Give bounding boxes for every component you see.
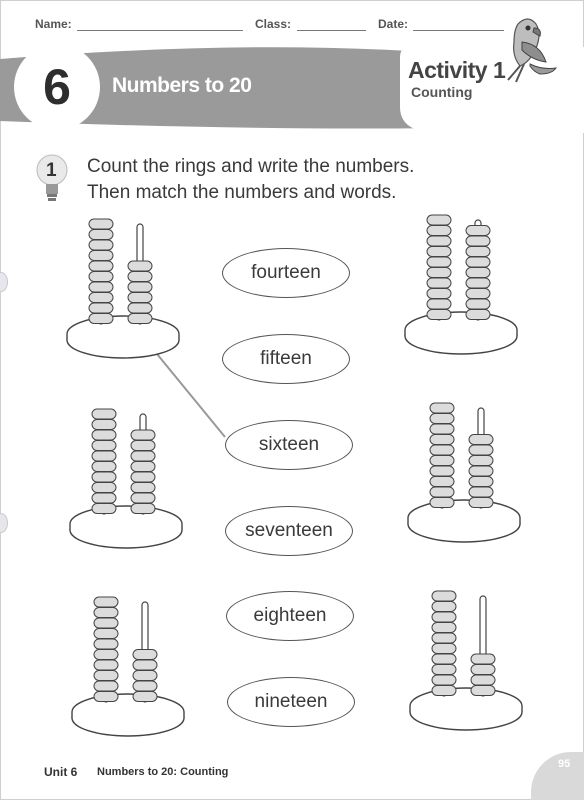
- ring: [427, 289, 451, 299]
- ring: [469, 498, 493, 508]
- ring: [92, 441, 116, 451]
- ring: [466, 257, 490, 267]
- ring: [430, 424, 454, 434]
- ring: [432, 633, 456, 643]
- ring: [471, 675, 495, 685]
- ring: [430, 445, 454, 455]
- ring: [430, 466, 454, 476]
- ring: [89, 282, 113, 292]
- abacus-left-3: [72, 597, 184, 736]
- unit-number: 6: [43, 59, 71, 115]
- ring: [432, 644, 456, 654]
- ring: [427, 236, 451, 246]
- ring: [466, 299, 490, 309]
- abacus-base-top: [405, 312, 517, 336]
- abacus-left-1: [67, 219, 179, 358]
- ring: [432, 665, 456, 675]
- ring: [94, 692, 118, 702]
- activity-title: Activity 1: [408, 57, 506, 83]
- ring: [128, 261, 152, 271]
- ring: [128, 293, 152, 303]
- ring: [133, 660, 157, 670]
- ring: [430, 477, 454, 487]
- ring: [94, 618, 118, 628]
- ring: [94, 629, 118, 639]
- name-label: Name:: [35, 17, 72, 31]
- ring: [466, 310, 490, 320]
- ring: [466, 247, 490, 257]
- abacus-base-top: [408, 500, 520, 524]
- ring: [466, 289, 490, 299]
- ring: [430, 435, 454, 445]
- ring: [131, 451, 155, 461]
- unit-title: Numbers to 20: [112, 74, 252, 97]
- ring: [430, 456, 454, 466]
- ring: [427, 268, 451, 278]
- ring: [466, 236, 490, 246]
- ring: [131, 504, 155, 514]
- ring: [89, 251, 113, 261]
- ring: [471, 686, 495, 696]
- abacus-base-top: [70, 506, 182, 530]
- ring: [92, 493, 116, 503]
- word-label: fourteen: [251, 262, 321, 283]
- ring: [89, 219, 113, 229]
- ring: [432, 602, 456, 612]
- ring: [469, 477, 493, 487]
- ring: [432, 612, 456, 622]
- ring: [131, 462, 155, 472]
- ring: [131, 493, 155, 503]
- ring: [432, 623, 456, 633]
- ring: [466, 268, 490, 278]
- ring: [89, 230, 113, 240]
- ring: [89, 240, 113, 250]
- ring: [89, 272, 113, 282]
- exercise-number: 1: [46, 160, 57, 181]
- ring: [430, 403, 454, 413]
- ring: [133, 681, 157, 691]
- ring: [92, 472, 116, 482]
- ring: [92, 504, 116, 514]
- class-label: Class:: [255, 17, 292, 31]
- ring: [469, 445, 493, 455]
- ring: [128, 272, 152, 282]
- ring: [430, 414, 454, 424]
- footer-unit: Unit 6: [44, 765, 78, 779]
- abacus-base-top: [72, 694, 184, 718]
- ring: [432, 675, 456, 685]
- ring: [430, 487, 454, 497]
- ring: [133, 650, 157, 660]
- word-label: nineteen: [254, 691, 328, 712]
- page-number: 95: [558, 758, 571, 770]
- ring: [94, 608, 118, 618]
- ring: [128, 282, 152, 292]
- ring: [432, 591, 456, 601]
- abacus-right-1: [405, 215, 517, 354]
- word-label: eighteen: [253, 605, 327, 626]
- word-label: fifteen: [260, 348, 312, 369]
- word-label: sixteen: [258, 434, 320, 455]
- ring: [89, 261, 113, 271]
- ring: [432, 686, 456, 696]
- ring: [92, 409, 116, 419]
- ring: [432, 654, 456, 664]
- ring: [427, 278, 451, 288]
- ring: [94, 639, 118, 649]
- ring: [427, 226, 451, 236]
- activity-subtitle: Counting: [411, 84, 473, 100]
- ring: [471, 654, 495, 664]
- abacus-right-3: [410, 591, 522, 730]
- ring: [94, 660, 118, 670]
- ring: [94, 597, 118, 607]
- ring: [430, 498, 454, 508]
- ring: [469, 487, 493, 497]
- ring: [92, 430, 116, 440]
- ring: [427, 310, 451, 320]
- ring: [128, 314, 152, 324]
- ring: [92, 420, 116, 430]
- ring: [466, 226, 490, 236]
- ring: [427, 257, 451, 267]
- ring: [94, 681, 118, 691]
- ring: [92, 483, 116, 493]
- word-label: seventeen: [245, 520, 333, 541]
- ring: [427, 215, 451, 225]
- ring: [471, 665, 495, 675]
- ring: [469, 466, 493, 476]
- abacus-right-2: [408, 403, 520, 542]
- ring: [427, 247, 451, 257]
- ring: [469, 435, 493, 445]
- ring: [133, 671, 157, 681]
- ring: [131, 430, 155, 440]
- ring: [469, 456, 493, 466]
- ring: [89, 293, 113, 303]
- abacus-left-2: [70, 409, 182, 548]
- ring: [94, 671, 118, 681]
- ring: [466, 278, 490, 288]
- ring: [131, 472, 155, 482]
- date-label: Date:: [378, 17, 409, 31]
- abacus-base-top: [67, 316, 179, 340]
- instruction-line-1: Count the rings and write the numbers.: [87, 156, 415, 177]
- abacus-base-top: [410, 688, 522, 712]
- ring: [128, 303, 152, 313]
- ring: [131, 483, 155, 493]
- ring: [92, 462, 116, 472]
- ring: [89, 303, 113, 313]
- instruction-line-2: Then match the numbers and words.: [87, 182, 397, 203]
- footer-title: Numbers to 20: Counting: [97, 766, 229, 778]
- ring: [89, 314, 113, 324]
- ring: [131, 441, 155, 451]
- ring: [133, 692, 157, 702]
- ring: [427, 299, 451, 309]
- ring: [94, 650, 118, 660]
- ring: [92, 451, 116, 461]
